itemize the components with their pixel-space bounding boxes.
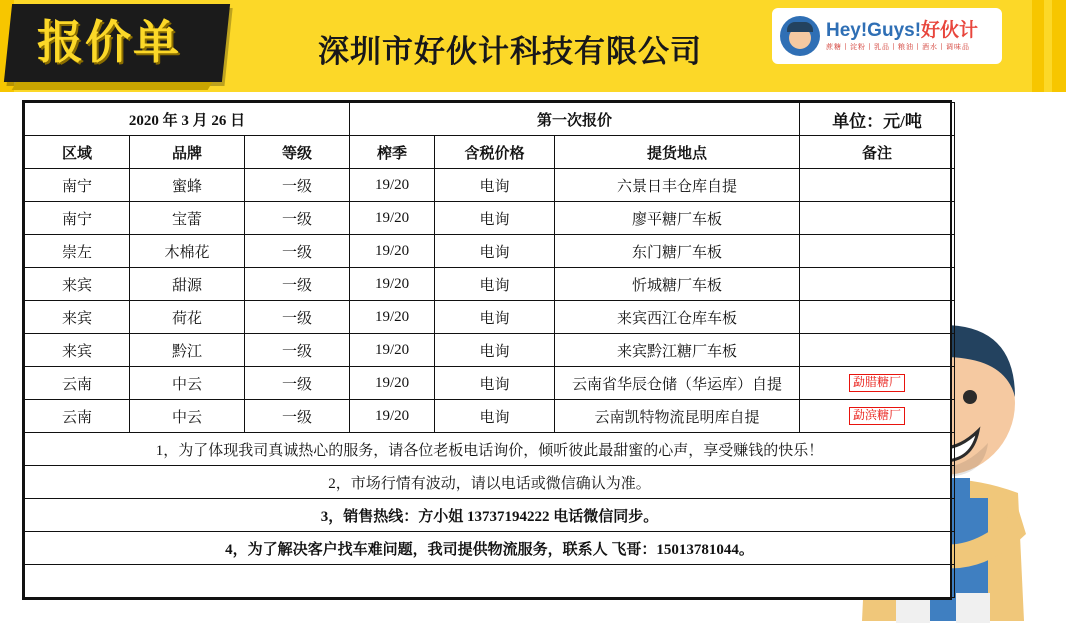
cell-place: 忻城糖厂车板 [555, 268, 800, 301]
cell-season: 19/20 [350, 367, 435, 400]
cell-season: 19/20 [350, 235, 435, 268]
cell-brand: 中云 [130, 367, 245, 400]
cell-brand: 中云 [130, 400, 245, 433]
cell-region: 云南 [25, 400, 130, 433]
header-stripe-right-outer [1052, 0, 1066, 92]
cell-remark [800, 235, 955, 268]
logo-main [826, 21, 978, 40]
header-band [0, 0, 1066, 92]
cell-region: 来宾 [25, 334, 130, 367]
cell-season: 19/20 [350, 268, 435, 301]
cell-price: 电询 [435, 400, 555, 433]
note-text: 4，为了解决客户找车难问题，我司提供物流服务，联系人 飞哥：15013781044。 [25, 532, 955, 565]
note-text: 2，市场行情有波动，请以电话或微信确认为准。 [25, 466, 955, 499]
sheet-unit: 单位：元/吨 [800, 103, 955, 136]
cell-remark [800, 301, 955, 334]
cell-remark [800, 169, 955, 202]
logo-main-cn: 好伙计 [921, 20, 979, 41]
table-row [25, 334, 955, 367]
table-row [25, 268, 955, 301]
table-row [25, 400, 955, 433]
cell-brand: 荷花 [130, 301, 245, 334]
quotation-banner-tail [12, 82, 213, 90]
cell-place: 来宾西江仓库车板 [555, 301, 800, 334]
cell-remark [800, 268, 955, 301]
cell-remark [800, 367, 955, 400]
cell-price: 电询 [435, 235, 555, 268]
cell-price: 电询 [435, 268, 555, 301]
cell-price: 电询 [435, 367, 555, 400]
cell-remark [800, 202, 955, 235]
column-header-place: 提货地点 [555, 136, 800, 169]
cell-region: 南宁 [25, 169, 130, 202]
company-logo [772, 8, 1002, 64]
logo-subtitle: 蔗糖丨淀粉丨乳品丨粮油丨酒水丨调味品 [826, 43, 970, 51]
table-row [25, 301, 955, 334]
note-row [25, 433, 955, 466]
table-row [25, 367, 955, 400]
cell-price: 电询 [435, 202, 555, 235]
column-header-remark: 备注 [800, 136, 955, 169]
logo-texts [826, 21, 978, 51]
cell-grade: 一级 [245, 400, 350, 433]
cell-place: 云南凯特物流昆明库自提 [555, 400, 800, 433]
quotation-banner-inner [0, 0, 218, 78]
cell-brand: 甜源 [130, 268, 245, 301]
note-text: 3，销售热线：方小姐 13737194222 电话微信同步。 [25, 499, 955, 532]
cell-region: 云南 [25, 367, 130, 400]
cell-brand: 宝蕾 [130, 202, 245, 235]
cell-season: 19/20 [350, 169, 435, 202]
cell-place: 六景日丰仓库自提 [555, 169, 800, 202]
cell-place: 东门糖厂车板 [555, 235, 800, 268]
table-row [25, 169, 955, 202]
logo-main-en: Hey!Guys! [826, 20, 922, 41]
note-row [25, 499, 955, 532]
cell-remark [800, 334, 955, 367]
cell-place: 来宾黔江糖厂车板 [555, 334, 800, 367]
cell-season: 19/20 [350, 334, 435, 367]
cell-region: 来宾 [25, 301, 130, 334]
cell-region: 来宾 [25, 268, 130, 301]
cell-grade: 一级 [245, 301, 350, 334]
column-header-season: 榨季 [350, 136, 435, 169]
cell-place: 廖平糖厂车板 [555, 202, 800, 235]
remark-badge: 勐腊糖厂 [849, 374, 905, 391]
mascot-avatar-icon [780, 16, 820, 56]
column-header-brand: 品牌 [130, 136, 245, 169]
column-header-region: 区域 [25, 136, 130, 169]
cell-place: 云南省华辰仓储（华运库）自提 [555, 367, 800, 400]
sheet-bottom-spacer-cell [25, 565, 955, 598]
cell-region: 南宁 [25, 202, 130, 235]
cell-region: 崇左 [25, 235, 130, 268]
cell-price: 电询 [435, 169, 555, 202]
table-row [25, 202, 955, 235]
cell-price: 电询 [435, 301, 555, 334]
cell-grade: 一级 [245, 367, 350, 400]
cell-season: 19/20 [350, 202, 435, 235]
note-row [25, 466, 955, 499]
column-header-price: 含税价格 [435, 136, 555, 169]
note-text: 1，为了体现我司真诚热心的服务，请各位老板电话询价，倾听彼此最甜蜜的心声，享受赚钱的快乐！ [25, 433, 955, 466]
quotation-table [24, 102, 955, 598]
header-stripe-right [1032, 0, 1044, 92]
cell-grade: 一级 [245, 268, 350, 301]
cell-brand: 蜜蜂 [130, 169, 245, 202]
cell-brand: 木棉花 [130, 235, 245, 268]
cell-season: 19/20 [350, 301, 435, 334]
quotation-banner-text: 报价单 [37, 16, 181, 68]
column-header-grade: 等级 [245, 136, 350, 169]
cell-grade: 一级 [245, 235, 350, 268]
quotation-sheet [22, 100, 952, 600]
cell-grade: 一级 [245, 202, 350, 235]
cell-remark [800, 400, 955, 433]
sheet-title-row [25, 103, 955, 136]
cell-price: 电询 [435, 334, 555, 367]
company-title: 深圳市好伙计科技有限公司 [318, 34, 702, 69]
remark-badge: 勐滨糖厂 [849, 407, 905, 424]
note-row [25, 532, 955, 565]
sheet-bottom-spacer [25, 565, 955, 598]
cell-brand: 黔江 [130, 334, 245, 367]
table-header-row [25, 136, 955, 169]
cell-grade: 一级 [245, 334, 350, 367]
table-row [25, 235, 955, 268]
cell-grade: 一级 [245, 169, 350, 202]
sheet-date: 2020 年 3 月 26 日 [25, 103, 350, 136]
cell-season: 19/20 [350, 400, 435, 433]
sheet-quote-round: 第一次报价 [350, 103, 800, 136]
